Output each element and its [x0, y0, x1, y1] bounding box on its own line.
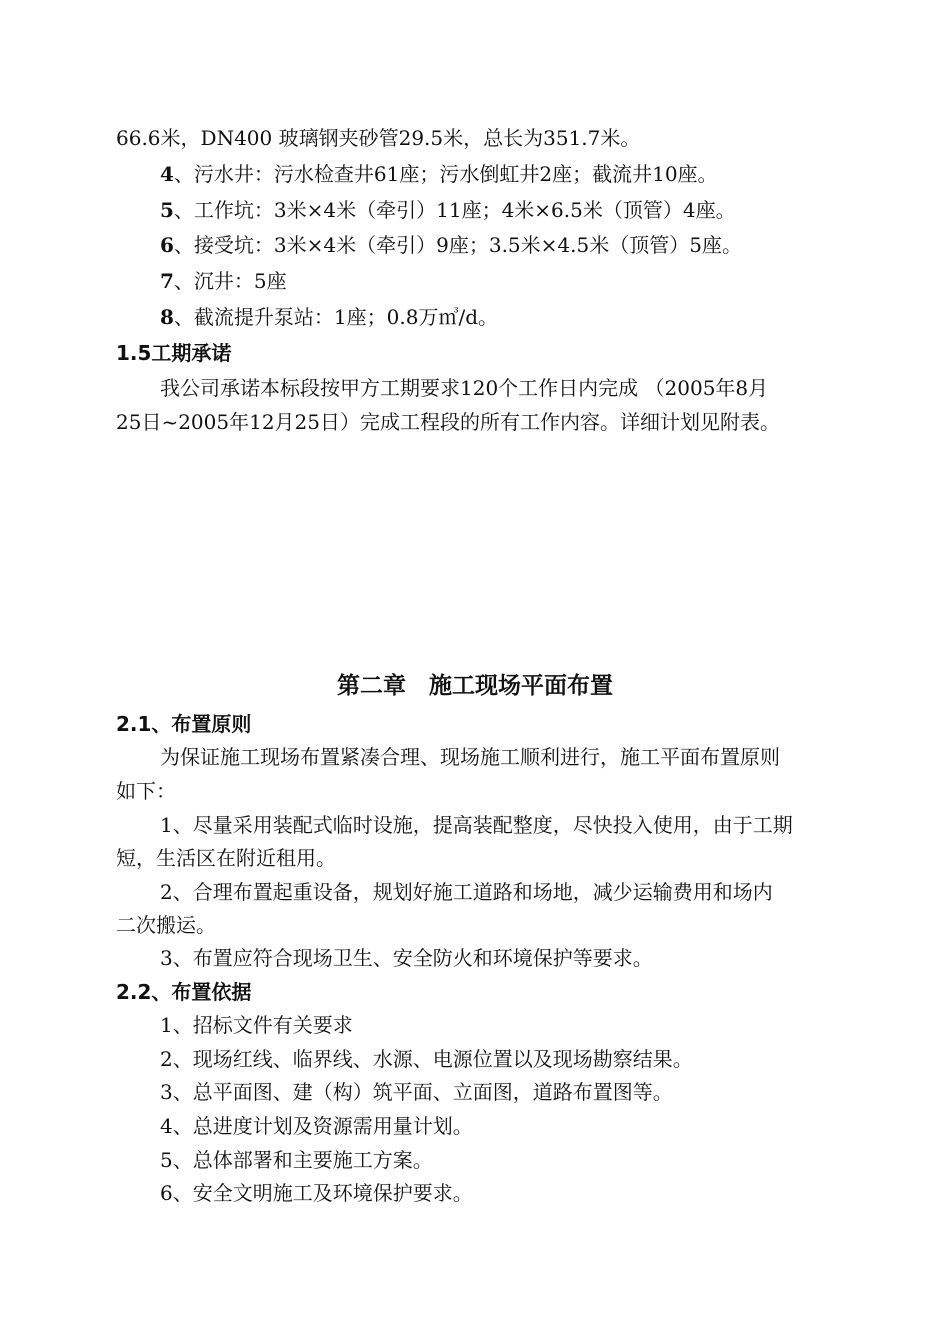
paragraph-line: 短，生活区在附近租用。: [116, 846, 336, 870]
paragraph-line: 3、布置应符合现场卫生、安全防火和环境保护等要求。: [160, 946, 653, 970]
list-item-text: 、接受坑：3米×4米（牵引）9座；3.5米×4.5米（顶管）5座。: [173, 233, 742, 257]
list-item-text: 、沉井：5座: [173, 269, 287, 293]
list-item: 1、招标文件有关要求: [160, 1013, 353, 1037]
list-item: [160, 233, 742, 257]
section-heading-1-5: 1.5工期承诺: [116, 341, 232, 365]
list-item: 3、总平面图、建（构）筑平面、立面图，道路布置图等。: [160, 1080, 673, 1104]
list-item-text: 、工作坑：3米×4米（牵引）11座；4米×6.5米（顶管）4座。: [173, 198, 736, 222]
list-item-number: 7: [160, 269, 174, 293]
list-item: [160, 198, 736, 222]
list-item-number: 8: [160, 305, 174, 329]
list-item: 5、总体部署和主要施工方案。: [160, 1148, 433, 1172]
paragraph-line: 为保证施工现场布置紧凑合理、现场施工顺利进行，施工平面布置原则: [160, 745, 780, 769]
list-item-number: 4: [160, 162, 174, 186]
paragraph-line: 二次搬运。: [116, 913, 216, 937]
list-item-number: 5: [160, 198, 174, 222]
list-item: [160, 305, 498, 329]
paragraph-line: 2、合理布置起重设备，规划好施工道路和场地，减少运输费用和场内: [160, 880, 773, 904]
chapter-title: 第二章 施工现场平面布置: [337, 673, 613, 699]
list-item: 2、现场红线、临界线、水源、电源位置以及现场勘察结果。: [160, 1047, 693, 1071]
paragraph-line: 我公司承诺本标段按甲方工期要求120个工作日内完成 （2005年8月: [160, 376, 769, 400]
list-item: [160, 269, 287, 293]
paragraph-line: 25日~2005年12月25日）完成工程段的所有工作内容。详细计划见附表。: [116, 410, 781, 434]
list-item-text: 、污水井：污水检查井61座；污水倒虹井2座；截流井10座。: [173, 162, 718, 186]
list-item-text: 、截流提升泵站：1座；0.8万㎥/d。: [173, 305, 498, 329]
list-item: [160, 162, 718, 186]
list-item-number: 6: [160, 233, 174, 257]
paragraph-line: 如下：: [116, 779, 176, 803]
paragraph-line: 1、尽量采用装配式临时设施，提高装配整度，尽快投入使用，由于工期: [160, 813, 793, 837]
list-item: 6、安全文明施工及环境保护要求。: [160, 1181, 473, 1205]
section-heading-2-2: 2.2、布置依据: [116, 980, 252, 1004]
section-heading-2-1: 2.1、布置原则: [116, 712, 252, 736]
pipe-length-line: 66.6米，DN400 玻璃钢夹砂管29.5米，总长为351.7米。: [116, 126, 641, 150]
list-item: 4、总进度计划及资源需用量计划。: [160, 1114, 473, 1138]
